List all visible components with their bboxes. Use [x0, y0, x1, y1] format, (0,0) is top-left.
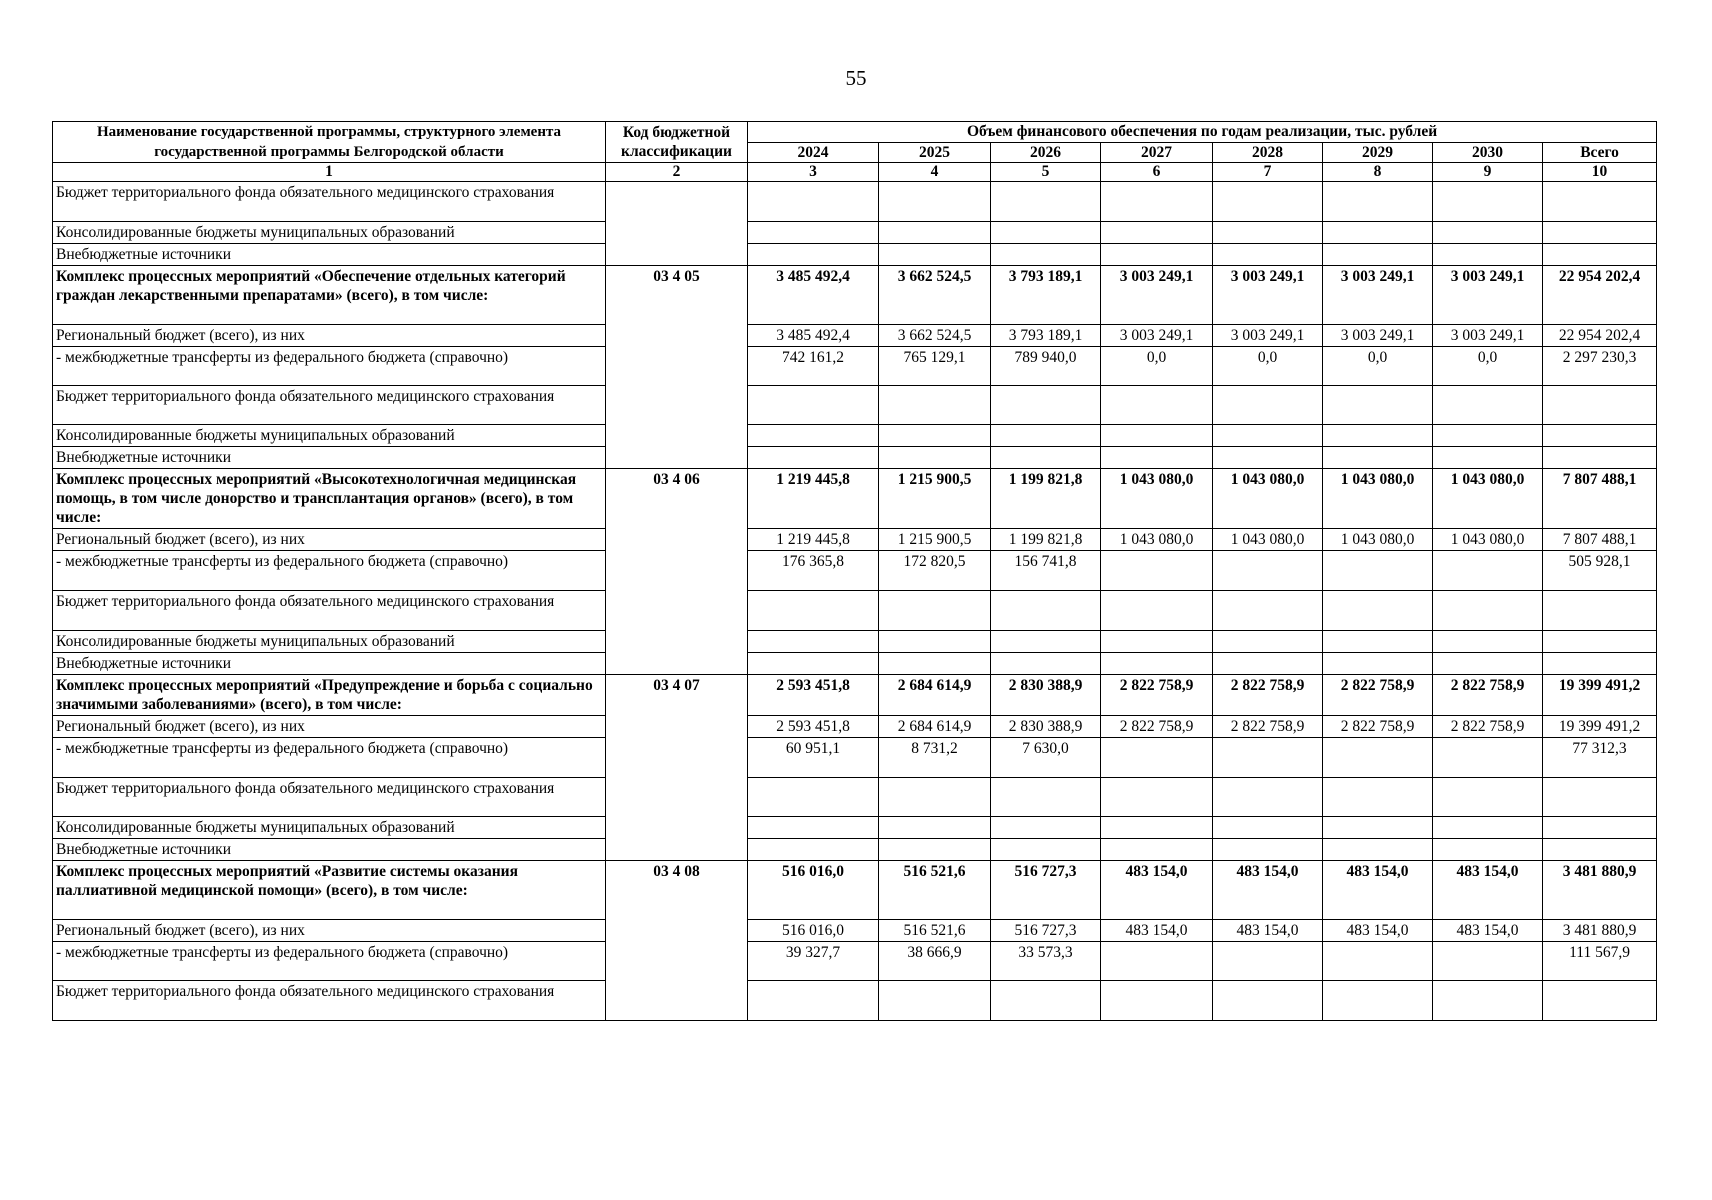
value-cell: 3 662 524,5: [879, 325, 991, 347]
table-row: [53, 222, 1657, 244]
value-cell: [1213, 551, 1323, 591]
row-name: Комплекс процессных мероприятий «Высокотехнологичная медицинская помощь, в том числе донорство и трансплантация органов» (всего), в том числе:: [53, 469, 606, 529]
col-number: 5: [991, 163, 1101, 182]
row-name: Комплекс процессных мероприятий «Развитие системы оказания паллиативной медицинской помощи» (всего), в том числе:: [53, 861, 606, 920]
value-cell: 2 297 230,3: [1543, 347, 1657, 386]
table-row: [53, 778, 1657, 817]
value-cell: 33 573,3: [991, 942, 1101, 981]
value-cell: [1213, 653, 1323, 675]
table-row: [53, 591, 1657, 631]
value-cell: 77 312,3: [1543, 738, 1657, 778]
value-cell: 22 954 202,4: [1543, 325, 1657, 347]
col-number: 8: [1323, 163, 1433, 182]
row-name: Бюджет территориального фонда обязательного медицинского страхования: [53, 778, 606, 817]
value-cell: [991, 386, 1101, 425]
row-name: Внебюджетные источники: [53, 839, 606, 861]
value-cell: [1323, 942, 1433, 981]
value-cell: [879, 222, 991, 244]
value-cell: [1323, 839, 1433, 861]
value-cell: [1213, 981, 1323, 1021]
table-row-group-header: [53, 861, 1657, 920]
row-name: - межбюджетные трансферты из федерального бюджета (справочно): [53, 551, 606, 591]
value-cell: [1323, 738, 1433, 778]
value-cell: [1433, 942, 1543, 981]
value-cell: 505 928,1: [1543, 551, 1657, 591]
table-row: [53, 551, 1657, 591]
value-cell: [1213, 182, 1323, 222]
value-cell: 2 684 614,9: [879, 675, 991, 716]
value-cell: 3 003 249,1: [1323, 325, 1433, 347]
value-cell: [1213, 386, 1323, 425]
row-name: Бюджет территориального фонда обязательного медицинского страхования: [53, 386, 606, 425]
value-cell: [879, 182, 991, 222]
value-cell: 1 043 080,0: [1433, 529, 1543, 551]
value-cell: [1213, 817, 1323, 839]
table-row: [53, 529, 1657, 551]
value-cell: [991, 244, 1101, 266]
value-cell: 19 399 491,2: [1543, 675, 1657, 716]
value-cell: [1543, 778, 1657, 817]
value-cell: 3 003 249,1: [1213, 325, 1323, 347]
value-cell: 483 154,0: [1213, 920, 1323, 942]
value-cell: [1323, 591, 1433, 631]
value-cell: [1323, 631, 1433, 653]
row-name: Бюджет территориального фонда обязательного медицинского страхования: [53, 591, 606, 631]
year-header: 2028: [1213, 142, 1323, 163]
table-row: [53, 347, 1657, 386]
value-cell: 2 822 758,9: [1213, 716, 1323, 738]
value-cell: [1213, 222, 1323, 244]
value-cell: 1 043 080,0: [1323, 529, 1433, 551]
value-cell: 39 327,7: [748, 942, 879, 981]
year-header: 2026: [991, 142, 1101, 163]
table-row: [53, 425, 1657, 447]
value-cell: [1433, 244, 1543, 266]
value-cell: [991, 778, 1101, 817]
col-number: 6: [1101, 163, 1213, 182]
value-cell: [1323, 551, 1433, 591]
header-code: Код бюджетной классификации: [606, 122, 748, 163]
col-number: 10: [1543, 163, 1657, 182]
value-cell: [1433, 839, 1543, 861]
value-cell: 3 481 880,9: [1543, 861, 1657, 920]
value-cell: 1 043 080,0: [1213, 469, 1323, 529]
value-cell: [1323, 653, 1433, 675]
value-cell: 1 043 080,0: [1101, 529, 1213, 551]
value-cell: 2 822 758,9: [1433, 675, 1543, 716]
table-row: [53, 920, 1657, 942]
budget-code: 03 4 08: [606, 861, 748, 1021]
value-cell: 22 954 202,4: [1543, 266, 1657, 325]
value-cell: 483 154,0: [1433, 920, 1543, 942]
row-name: - межбюджетные трансферты из федерального бюджета (справочно): [53, 942, 606, 981]
value-cell: [1101, 817, 1213, 839]
value-cell: 3 003 249,1: [1433, 266, 1543, 325]
value-cell: [1543, 981, 1657, 1021]
value-cell: [1101, 447, 1213, 469]
value-cell: 516 727,3: [991, 861, 1101, 920]
value-cell: [748, 591, 879, 631]
col-number: 2: [606, 163, 748, 182]
value-cell: 516 016,0: [748, 920, 879, 942]
value-cell: [1101, 222, 1213, 244]
value-cell: 7 630,0: [991, 738, 1101, 778]
row-name: Комплекс процессных мероприятий «Предупреждение и борьба с социально значимыми заболеваниями» (всего), в том числе:: [53, 675, 606, 716]
value-cell: [1543, 591, 1657, 631]
value-cell: [1101, 631, 1213, 653]
value-cell: [1323, 182, 1433, 222]
value-cell: 1 043 080,0: [1101, 469, 1213, 529]
column-numbers-row: [53, 163, 1657, 182]
value-cell: [879, 778, 991, 817]
value-cell: [879, 839, 991, 861]
value-cell: [879, 817, 991, 839]
value-cell: [1213, 591, 1323, 631]
value-cell: 3 481 880,9: [1543, 920, 1657, 942]
col-number: 1: [53, 163, 606, 182]
value-cell: 38 666,9: [879, 942, 991, 981]
value-cell: [1213, 425, 1323, 447]
value-cell: [991, 817, 1101, 839]
page-number: 55: [845, 66, 867, 90]
year-header: 2024: [748, 142, 879, 163]
value-cell: 0,0: [1213, 347, 1323, 386]
row-name: Региональный бюджет (всего), из них: [53, 529, 606, 551]
value-cell: [879, 653, 991, 675]
table-row: [53, 182, 1657, 222]
value-cell: [1543, 817, 1657, 839]
table-row: [53, 653, 1657, 675]
value-cell: 3 485 492,4: [748, 266, 879, 325]
value-cell: 19 399 491,2: [1543, 716, 1657, 738]
row-name: Комплекс процессных мероприятий «Обеспечение отдельных категорий граждан лекарственными препаратами» (всего), в том числе:: [53, 266, 606, 325]
code-cell-continued: [606, 182, 748, 266]
value-cell: 483 154,0: [1323, 861, 1433, 920]
year-header: 2027: [1101, 142, 1213, 163]
row-name: Внебюджетные источники: [53, 447, 606, 469]
value-cell: [1323, 981, 1433, 1021]
value-cell: [879, 386, 991, 425]
value-cell: [1323, 447, 1433, 469]
value-cell: 483 154,0: [1101, 920, 1213, 942]
value-cell: [991, 839, 1101, 861]
value-cell: 3 793 189,1: [991, 325, 1101, 347]
value-cell: 111 567,9: [1543, 942, 1657, 981]
table-row: [53, 447, 1657, 469]
row-name: Консолидированные бюджеты муниципальных образований: [53, 425, 606, 447]
row-name: Региональный бюджет (всего), из них: [53, 716, 606, 738]
value-cell: 2 822 758,9: [1323, 716, 1433, 738]
value-cell: [1543, 631, 1657, 653]
value-cell: [1433, 653, 1543, 675]
table-row: [53, 631, 1657, 653]
value-cell: [1101, 942, 1213, 981]
value-cell: [879, 244, 991, 266]
value-cell: 1 215 900,5: [879, 529, 991, 551]
value-cell: [879, 425, 991, 447]
table-row: [53, 386, 1657, 425]
value-cell: 789 940,0: [991, 347, 1101, 386]
value-cell: 483 154,0: [1323, 920, 1433, 942]
value-cell: [1433, 778, 1543, 817]
value-cell: [879, 631, 991, 653]
value-cell: 2 822 758,9: [1433, 716, 1543, 738]
value-cell: 2 593 451,8: [748, 716, 879, 738]
value-cell: 0,0: [1323, 347, 1433, 386]
value-cell: 742 161,2: [748, 347, 879, 386]
value-cell: [1433, 222, 1543, 244]
value-cell: [991, 222, 1101, 244]
value-cell: 3 003 249,1: [1323, 266, 1433, 325]
value-cell: [1543, 839, 1657, 861]
row-name: - межбюджетные трансферты из федерального бюджета (справочно): [53, 738, 606, 778]
value-cell: [1213, 447, 1323, 469]
value-cell: [991, 591, 1101, 631]
value-cell: 1 215 900,5: [879, 469, 991, 529]
value-cell: 7 807 488,1: [1543, 529, 1657, 551]
row-name: Консолидированные бюджеты муниципальных образований: [53, 631, 606, 653]
row-name: Внебюджетные источники: [53, 244, 606, 266]
value-cell: 1 219 445,8: [748, 529, 879, 551]
value-cell: 2 593 451,8: [748, 675, 879, 716]
value-cell: [1101, 386, 1213, 425]
table-row: [53, 738, 1657, 778]
value-cell: 3 003 249,1: [1101, 266, 1213, 325]
budget-code: 03 4 06: [606, 469, 748, 675]
value-cell: 516 521,6: [879, 861, 991, 920]
value-cell: 1 043 080,0: [1433, 469, 1543, 529]
value-cell: [1543, 447, 1657, 469]
value-cell: 2 830 388,9: [991, 716, 1101, 738]
col-number: 7: [1213, 163, 1323, 182]
value-cell: [1323, 222, 1433, 244]
value-cell: [1101, 591, 1213, 631]
table-row: [53, 981, 1657, 1021]
value-cell: [1433, 182, 1543, 222]
value-cell: [1433, 386, 1543, 425]
value-cell: 2 822 758,9: [1101, 716, 1213, 738]
col-number: 9: [1433, 163, 1543, 182]
value-cell: [1101, 738, 1213, 778]
value-cell: [1101, 778, 1213, 817]
header-row-1: [53, 122, 1657, 143]
value-cell: [748, 386, 879, 425]
value-cell: 3 662 524,5: [879, 266, 991, 325]
value-cell: [748, 817, 879, 839]
financing-table: [52, 121, 1657, 1021]
value-cell: 3 003 249,1: [1433, 325, 1543, 347]
value-cell: [1543, 244, 1657, 266]
value-cell: [748, 182, 879, 222]
value-cell: 3 003 249,1: [1101, 325, 1213, 347]
table-row-group-header: [53, 266, 1657, 325]
value-cell: 3 485 492,4: [748, 325, 879, 347]
value-cell: 2 822 758,9: [1213, 675, 1323, 716]
value-cell: [1101, 653, 1213, 675]
value-cell: 8 731,2: [879, 738, 991, 778]
value-cell: [1323, 386, 1433, 425]
value-cell: [991, 182, 1101, 222]
value-cell: 483 154,0: [1433, 861, 1543, 920]
value-cell: 0,0: [1433, 347, 1543, 386]
value-cell: [991, 981, 1101, 1021]
year-header: 2025: [879, 142, 991, 163]
value-cell: 1 199 821,8: [991, 529, 1101, 551]
value-cell: [1101, 182, 1213, 222]
value-cell: 176 365,8: [748, 551, 879, 591]
value-cell: [1213, 839, 1323, 861]
value-cell: [1213, 244, 1323, 266]
value-cell: [1213, 778, 1323, 817]
value-cell: 3 003 249,1: [1213, 266, 1323, 325]
value-cell: [1433, 981, 1543, 1021]
value-cell: 516 016,0: [748, 861, 879, 920]
value-cell: 765 129,1: [879, 347, 991, 386]
value-cell: 1 219 445,8: [748, 469, 879, 529]
table-row: [53, 817, 1657, 839]
value-cell: 7 807 488,1: [1543, 469, 1657, 529]
table-row-group-header: [53, 675, 1657, 716]
value-cell: [879, 447, 991, 469]
table-row: [53, 325, 1657, 347]
value-cell: [1433, 738, 1543, 778]
row-name: Региональный бюджет (всего), из них: [53, 325, 606, 347]
value-cell: 156 741,8: [991, 551, 1101, 591]
value-cell: [1323, 817, 1433, 839]
value-cell: 516 521,6: [879, 920, 991, 942]
header-name: Наименование государственной программы, структурного элемента государственной программы Белгородской области: [53, 122, 606, 163]
value-cell: [1433, 591, 1543, 631]
row-name: Консолидированные бюджеты муниципальных образований: [53, 222, 606, 244]
value-cell: [1433, 817, 1543, 839]
value-cell: [748, 244, 879, 266]
value-cell: [1101, 839, 1213, 861]
budget-code: 03 4 07: [606, 675, 748, 861]
row-name: Консолидированные бюджеты муниципальных образований: [53, 817, 606, 839]
value-cell: 1 043 080,0: [1323, 469, 1433, 529]
value-cell: [1101, 551, 1213, 591]
row-name: Бюджет территориального фонда обязательного медицинского страхования: [53, 981, 606, 1021]
table-body: [53, 182, 1657, 1021]
row-name: Региональный бюджет (всего), из них: [53, 920, 606, 942]
value-cell: [1213, 631, 1323, 653]
value-cell: [1543, 222, 1657, 244]
year-header: 2029: [1323, 142, 1433, 163]
value-cell: [1323, 244, 1433, 266]
header-volume: Объем финансового обеспечения по годам реализации, тыс. рублей: [748, 122, 1657, 143]
value-cell: [1101, 981, 1213, 1021]
table-row: [53, 244, 1657, 266]
year-header: 2030: [1433, 142, 1543, 163]
value-cell: 60 951,1: [748, 738, 879, 778]
row-name: Бюджет территориального фонда обязательного медицинского страхования: [53, 182, 606, 222]
value-cell: 516 727,3: [991, 920, 1101, 942]
table-row: [53, 942, 1657, 981]
value-cell: [991, 653, 1101, 675]
value-cell: [1433, 631, 1543, 653]
value-cell: [748, 839, 879, 861]
value-cell: [879, 591, 991, 631]
value-cell: [1433, 425, 1543, 447]
row-name: - межбюджетные трансферты из федерального бюджета (справочно): [53, 347, 606, 386]
total-header: Всего: [1543, 142, 1657, 163]
value-cell: [1433, 447, 1543, 469]
value-cell: [748, 447, 879, 469]
value-cell: [1543, 653, 1657, 675]
value-cell: [748, 653, 879, 675]
value-cell: [991, 447, 1101, 469]
value-cell: [1101, 244, 1213, 266]
value-cell: [1213, 738, 1323, 778]
value-cell: [748, 222, 879, 244]
value-cell: [991, 631, 1101, 653]
value-cell: [748, 981, 879, 1021]
value-cell: [1213, 942, 1323, 981]
value-cell: 2 830 388,9: [991, 675, 1101, 716]
value-cell: [1543, 386, 1657, 425]
value-cell: 0,0: [1101, 347, 1213, 386]
value-cell: [748, 778, 879, 817]
value-cell: 3 793 189,1: [991, 266, 1101, 325]
value-cell: 483 154,0: [1101, 861, 1213, 920]
value-cell: [1543, 182, 1657, 222]
value-cell: 1 199 821,8: [991, 469, 1101, 529]
table-row: [53, 839, 1657, 861]
value-cell: 2 822 758,9: [1101, 675, 1213, 716]
col-number: 3: [748, 163, 879, 182]
value-cell: [1323, 778, 1433, 817]
value-cell: [1543, 425, 1657, 447]
table-row-group-header: [53, 469, 1657, 529]
value-cell: [748, 425, 879, 447]
value-cell: [1433, 551, 1543, 591]
value-cell: [879, 981, 991, 1021]
value-cell: 2 684 614,9: [879, 716, 991, 738]
value-cell: 2 822 758,9: [1323, 675, 1433, 716]
col-number: 4: [879, 163, 991, 182]
value-cell: [1101, 425, 1213, 447]
value-cell: [991, 425, 1101, 447]
value-cell: [1323, 425, 1433, 447]
value-cell: 172 820,5: [879, 551, 991, 591]
row-name: Внебюджетные источники: [53, 653, 606, 675]
value-cell: [748, 631, 879, 653]
value-cell: 1 043 080,0: [1213, 529, 1323, 551]
value-cell: 483 154,0: [1213, 861, 1323, 920]
table-row: [53, 716, 1657, 738]
budget-code: 03 4 05: [606, 266, 748, 469]
